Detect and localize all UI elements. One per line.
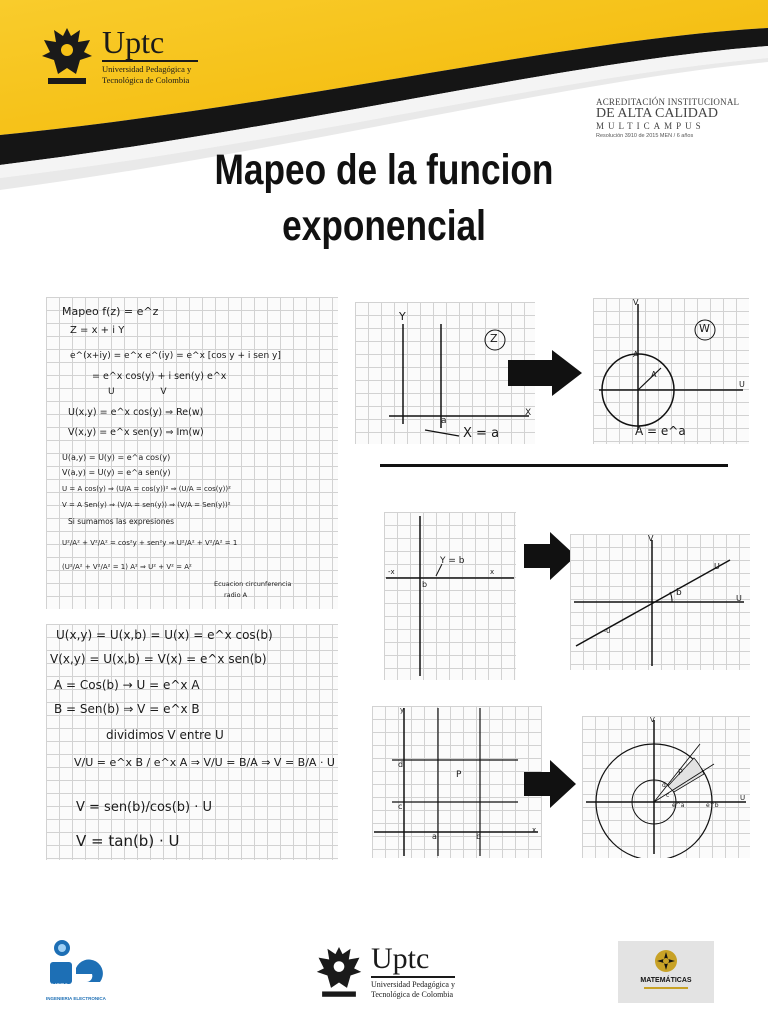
- w-plane-label: W: [699, 322, 710, 335]
- accreditation-badge: [596, 97, 744, 143]
- w3-c-label: c: [666, 792, 670, 799]
- accreditation-line2: DE ALTA CALIDAD: [596, 106, 719, 121]
- w-plane-sector: [582, 716, 750, 858]
- notes2-line: V = tan(b) · U: [76, 832, 180, 850]
- eagle-crest-icon: [315, 940, 363, 1002]
- w-plane-sketch: [593, 298, 749, 444]
- notes1-line: Ecuacion circunferencia: [214, 580, 292, 588]
- notes2-line: A = Cos(b) → U = e^x A: [54, 678, 200, 692]
- math-emblem-icon: [654, 949, 678, 973]
- notes2-line: V = sen(b)/cos(b) · U: [76, 800, 213, 815]
- header-logo-text: Uptc: [102, 24, 165, 60]
- z-plane-rectangle: [372, 706, 542, 858]
- z-plane-label: Z: [490, 332, 498, 345]
- notes1-line: radio A: [224, 591, 248, 599]
- arrow-right-icon: [524, 760, 576, 808]
- title-line2: exponencial: [282, 202, 486, 250]
- w3-region-label: P: [678, 768, 683, 777]
- z-point-label: a: [441, 416, 447, 426]
- w-plane-circle: [593, 298, 749, 444]
- notes1-line: = e^x cos(y) + i sen(y) e^x: [92, 371, 227, 382]
- notes1-line: Mapeo f(z) = e^z: [62, 305, 159, 318]
- footer-university-line1: Universidad Pedagógica y: [371, 980, 455, 989]
- z3-b-label: b: [476, 832, 482, 841]
- z2-equation: Y = b: [440, 556, 465, 566]
- arrow-right-icon: [524, 532, 576, 580]
- footer-logo-rule: [371, 976, 455, 978]
- z2-b-label: b: [422, 580, 428, 589]
- ie-caption: INGENIERIA ELECTRONICA: [46, 996, 106, 1001]
- notes1-line: (U²/A² + V²/A² = 1) A² ⇒ U² + V² = A²: [62, 563, 192, 571]
- arrow-right-icon: [508, 350, 582, 396]
- notes2-line: B = Sen(b) ⇒ V = e^x B: [54, 702, 200, 716]
- eagle-crest-icon: [40, 22, 94, 88]
- w3-ea-label: e^a: [672, 802, 685, 809]
- w-radius-label: A: [651, 370, 657, 379]
- handwritten-notes-line-mapping: [46, 624, 338, 860]
- z2-left-label: -x: [388, 568, 395, 576]
- w-plane-ray: [570, 534, 750, 670]
- math-underline: [644, 987, 688, 989]
- w2-angle-label: b: [676, 588, 682, 598]
- notes1-line: U(a,y) = U(y) = e^a cos(y): [62, 453, 171, 462]
- z3-c-label: c: [398, 802, 403, 811]
- header-university-line1: Universidad Pedagógica y: [102, 64, 192, 74]
- title-line1: Mapeo de la funcion: [214, 146, 554, 194]
- math-label: MATEMÁTICAS: [640, 977, 692, 984]
- z-plane-horizontal-line: [384, 512, 516, 680]
- ie-uptc-text: UPTC: [52, 984, 69, 990]
- page-title: [0, 142, 768, 254]
- z-plane-sketch-2: [384, 512, 516, 680]
- footer-ie-logo: [46, 938, 108, 1004]
- header-logo-rule: [102, 60, 198, 62]
- z-equation: X = a: [463, 426, 500, 441]
- notes1-line: U = A cos(y) ⇒ (U/A = cos(y))² ⇒ (U/A = cos(y))²: [62, 485, 231, 493]
- footer-university-line2: Tecnológica de Colombia: [371, 990, 454, 999]
- notes2-line: dividimos V entre U: [106, 728, 224, 742]
- notes2-line: V(x,y) = U(x,b) = V(x) = e^x sen(b): [50, 652, 267, 666]
- w2-ray-label: U: [714, 562, 720, 571]
- z3-region-label: P: [456, 770, 462, 780]
- w3-u-label: U: [740, 794, 746, 802]
- notes2-line: V/U = e^x B / e^x A ⇒ V/U = B/A ⇒ V = B/A · U: [74, 756, 335, 769]
- accreditation-line1: ACREDITACIÓN INSTITUCIONAL: [596, 97, 740, 107]
- z3-d-label: d: [398, 760, 404, 769]
- footer-math-logo: [618, 941, 714, 1003]
- notes1-line: V(a,y) = U(y) = e^a sen(y): [62, 468, 171, 477]
- notes1-line: e^(x+iy) = e^x e^(iy) = e^x [cos y + i sen y]: [70, 351, 281, 361]
- notes1-line: U V: [108, 387, 167, 397]
- footer-logo-text: Uptc: [371, 942, 430, 975]
- notes2-line: U(x,y) = U(x,b) = U(x) = e^x cos(b): [56, 628, 273, 642]
- header-logo: [40, 22, 200, 90]
- accreditation-line4: Resolución 3910 de 2015 MEN / 6 años: [596, 133, 694, 139]
- w-equation: A = e^a: [635, 424, 686, 438]
- w-plane-sketch-3: [582, 716, 750, 858]
- w-point-label: A: [633, 350, 639, 359]
- w-u-axis-label: U: [739, 380, 745, 389]
- w-v-axis-label: V: [633, 298, 639, 307]
- w3-v-label: V: [650, 716, 655, 724]
- z-x-axis-label: X: [525, 408, 532, 418]
- header-university-line2: Tecnológica de Colombia: [102, 75, 190, 85]
- z3-x-label: x: [532, 826, 537, 834]
- notes1-line: Si sumamos las expresiones: [68, 517, 175, 526]
- z3-y-label: y: [400, 706, 405, 714]
- w3-d-label: d: [662, 782, 666, 789]
- section-divider: [380, 464, 728, 467]
- z-y-axis-label: Y: [399, 310, 406, 323]
- notes1-line: U(x,y) = e^x cos(y) ⇒ Re(w): [68, 407, 204, 418]
- w2-neg-label: -U: [604, 628, 611, 635]
- handwritten-notes-derivation: [46, 297, 338, 609]
- w3-eb-label: e^b: [706, 802, 719, 809]
- accreditation-line3: MULTICAMPUS: [596, 121, 705, 131]
- w2-u-label: U: [736, 594, 742, 603]
- w-plane-sketch-2: [570, 534, 750, 670]
- notes1-line: U²/A² + V²/A² = cos²y + sen²y ⇒ U²/A² + V²/A² = 1: [62, 539, 238, 547]
- notes1-line: V = A Sen(y) ⇒ (V/A = sen(y)) ⇒ (V/A = Sen(y))²: [62, 501, 231, 509]
- z2-right-label: x: [490, 568, 495, 576]
- z-plane-sketch-3: [372, 706, 542, 858]
- notes1-line: Z = x + i Y: [70, 325, 125, 336]
- w2-v-label: V: [648, 534, 654, 543]
- footer-logo: [315, 940, 457, 1004]
- z3-a-label: a: [432, 832, 437, 841]
- notes1-line: V(x,y) = e^x sen(y) ⇒ Im(w): [68, 427, 204, 438]
